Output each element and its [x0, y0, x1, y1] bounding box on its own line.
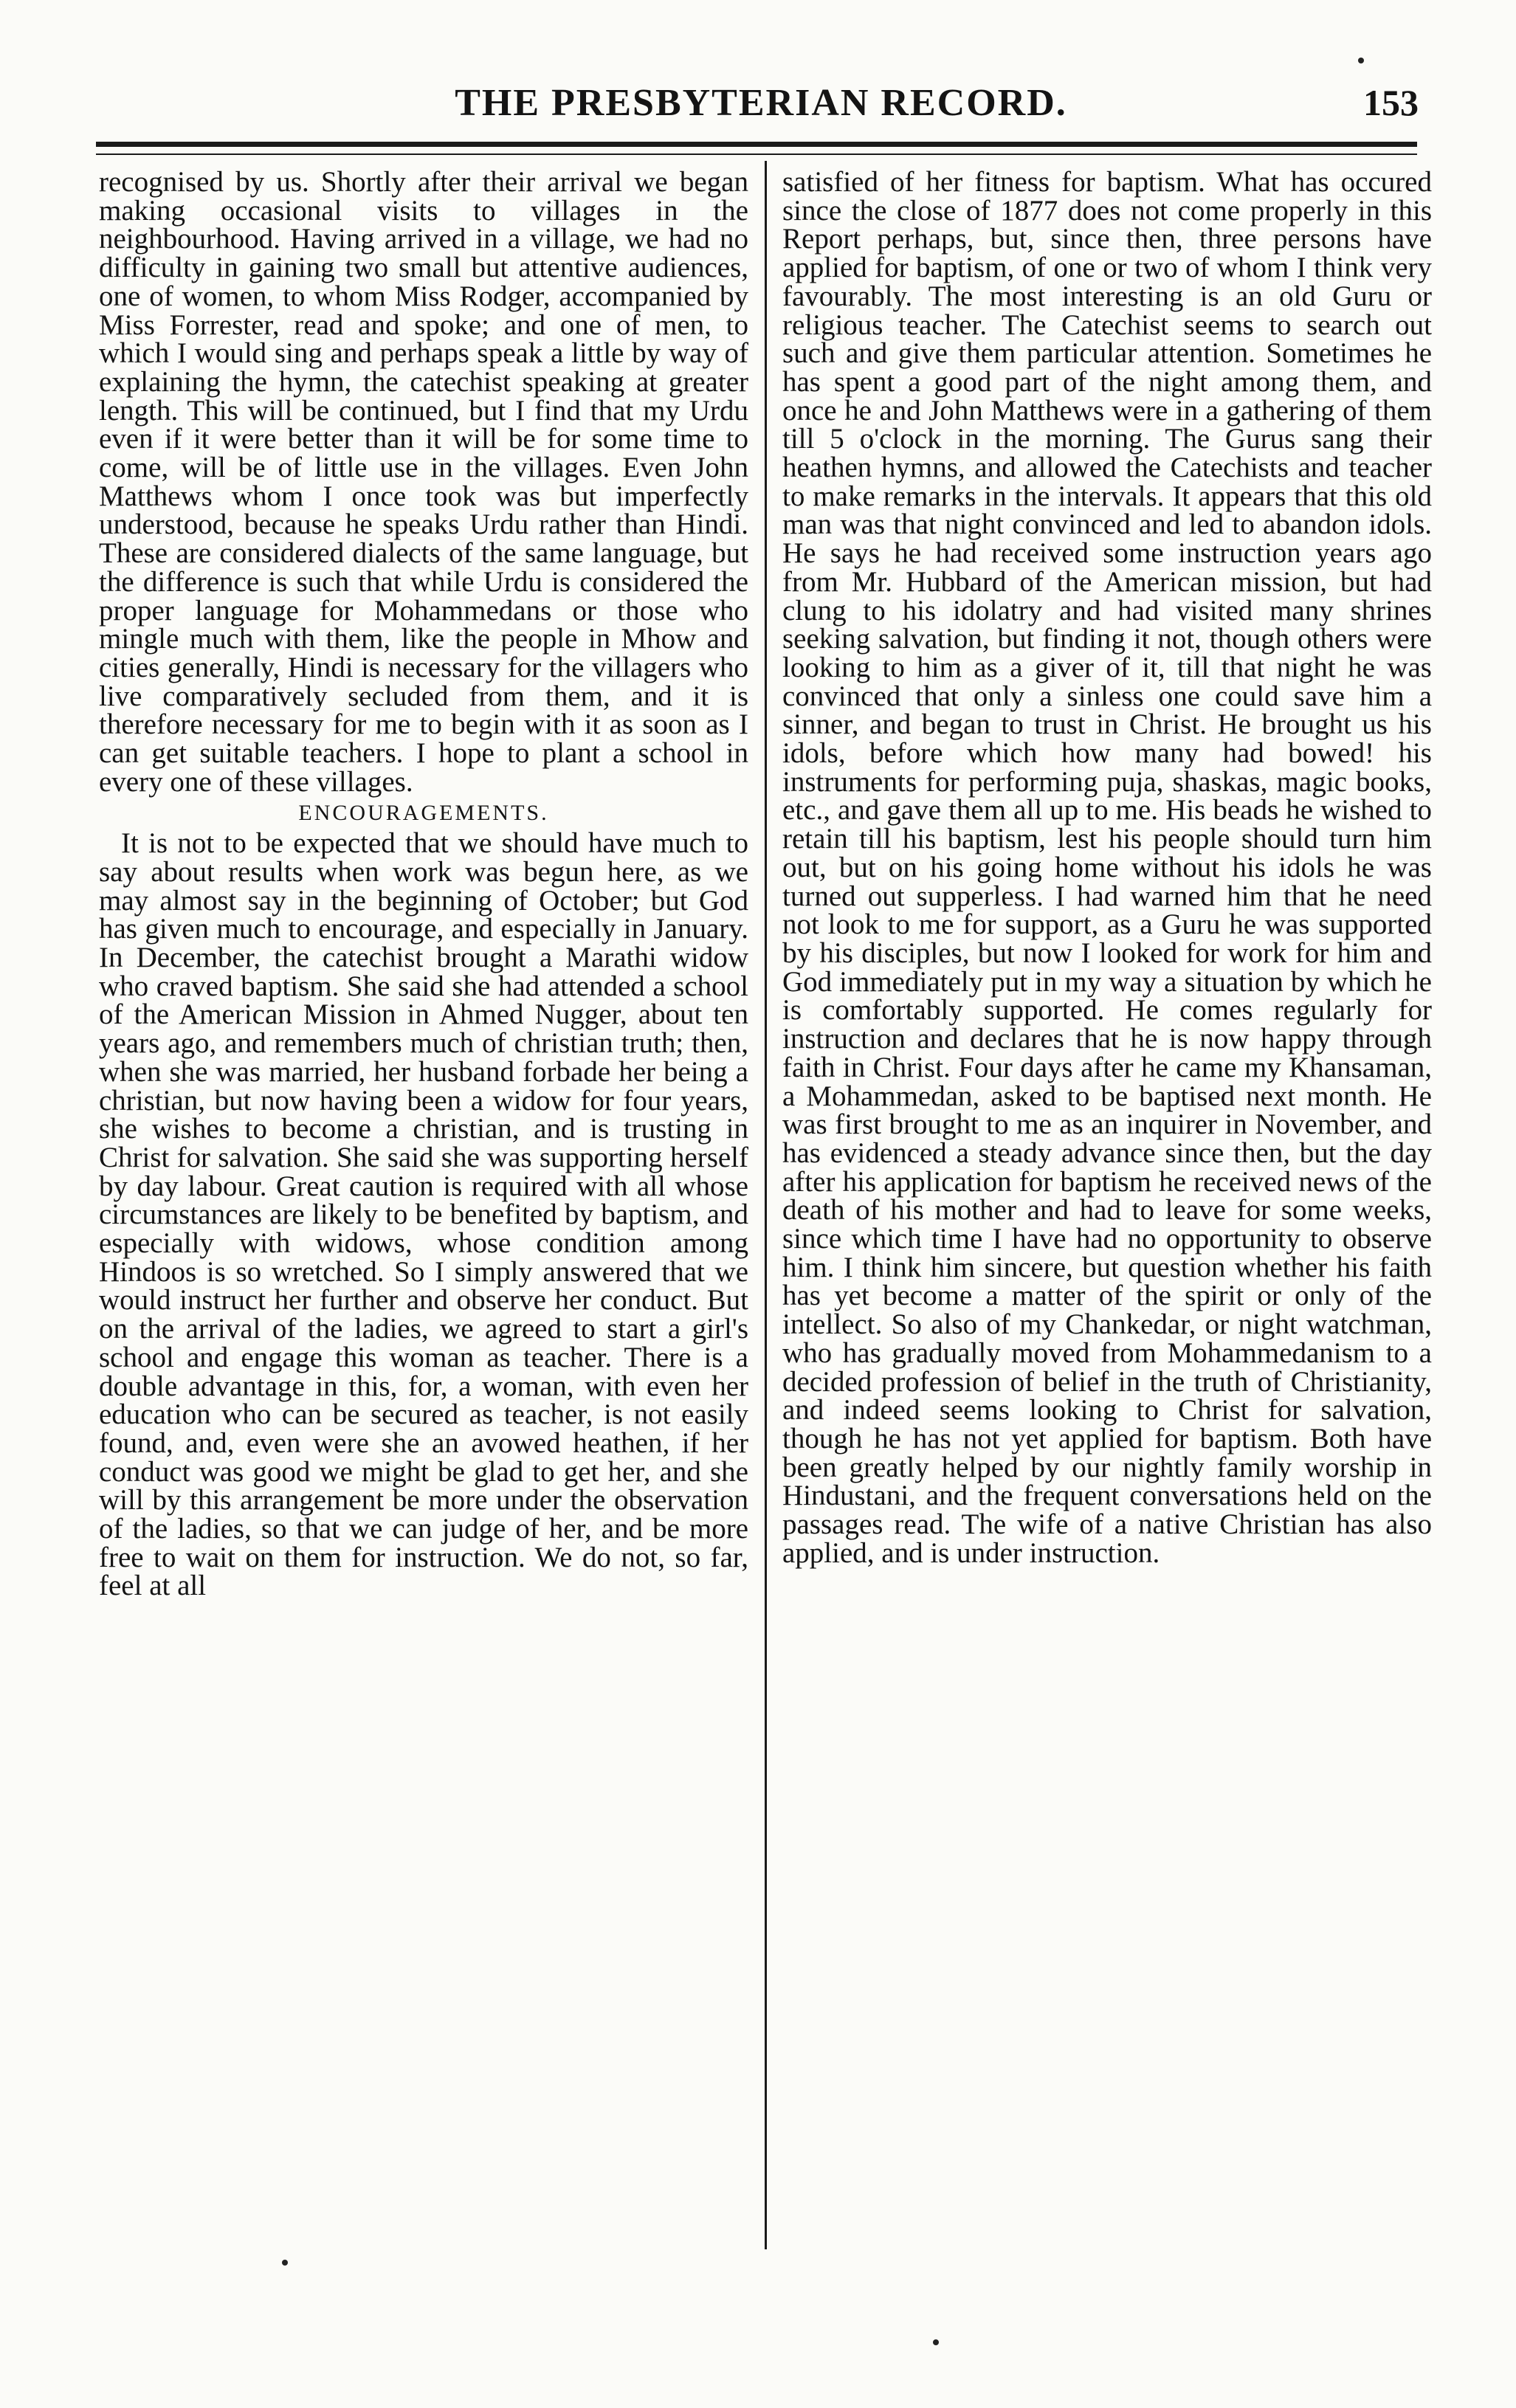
print-speck — [282, 2260, 288, 2266]
left-paragraph-1: recognised by us. Shortly after their arrival we began making occasional visits to villages in the neighbourhood. Having arrived in a village, we had no difficulty in gaining two small but attentive audiences, one of women, to whom Miss Rodger, accompanied by Miss Forrester, read and spoke; and one of men, to which I would sing and perhaps speak a little by way of explaining the hymn, the catechist speaking at greater length. This will be continued, but I find that my Urdu even if it were better than it will be for some time to come, will be of little use in the villages. Even John Matthews whom I once took was but imperfectly understood, because he speaks Urdu rather than Hindi. These are considered dialects of the same language, but the difference is such that while Urdu is considered the proper language for Mohammedans or those who mingle much with them, like the people in Mhow and cities generally, Hindi is necessary for the villagers who live comparatively secluded from them, and it is therefore necessary for me to begin with it as soon as I can get suitable teachers. I hope to plant a school in every one of these villages. — [99, 166, 748, 798]
header-rule-thin — [96, 153, 1417, 155]
column-divider — [765, 161, 767, 2249]
right-column — [782, 168, 1432, 1567]
left-column — [99, 168, 748, 1601]
running-title: THE PRESBYTERIAN RECORD. — [455, 82, 1067, 124]
print-speck — [1358, 58, 1364, 63]
page-number: 153 — [1363, 82, 1419, 123]
section-heading: ENCOURAGEMENTS. — [298, 801, 549, 826]
print-speck — [933, 2339, 939, 2345]
header-rule-thick — [96, 142, 1417, 147]
right-paragraph-1: satisfied of her fitness for baptism. What has occured since the close of 1877 does not come properly in this Report perhaps, but, since then, three persons have applied for baptism, of one or two of whom I think very favourably. The most interesting is an old Guru or religious teacher. The Catechist seems to search out such and give them particular attention. Sometimes he has spent a good part of the night among them, and once he and John Matthews were in a gathering of them till 5 o'clock in the morning. The Gurus sang their heathen hymns, and allowed the Catechists and teacher to make remarks in the intervals. It appears that this old man was that night convinced and led to abandon idols. He says he had received some instruction years ago from Mr. Hubbard of the American mission, but had clung to his idolatry and had visited many shrines seeking salvation, but finding it not, though others were looking to him as a giver of it, till that night he was convinced that only a sinless one could save him a sinner, and began to trust in Christ. He brought us his idols, before which how many had bowed! his instruments for performing puja, shaskas, magic books, etc., and gave them all up to me. His beads he wished to retain till his baptism, lest his people should turn him out, but on his going home without his idols he was turned out supperless. I had warned him that he need not look to me for support, as a Guru he was supported by his disciples, but now I looked for work for him and God immediately put in my way a situation by which he is comfortably supported. He comes regularly for instruction and declares that he is now happy through faith in Christ. Four days after he came my Khansaman, a Mohammedan, asked to be baptised next month. He was first brought to me as an inquirer in November, and has evidenced a steady advance since then, but the day after his application for baptism he received news of the death of his mother and had to leave for some weeks, since which time I have had no opportunity to observe him. I think him sincere, but question whether his faith has yet become a matter of the spirit or only of the intellect. So also of my Chankedar, or night watchman, who has gradually moved from Mohammedanism to a decided profession of belief in the truth of Christianity, and indeed seems looking to Christ for salvation, though he has not yet applied for baptism. Both have been greatly helped by our nightly family worship in Hindustani, and the frequent conversations held on the passages read. The wife of a native Christian has also applied, and is under instruction. — [782, 166, 1432, 1569]
page-header — [103, 68, 1419, 134]
left-paragraph-2: It is not to be expected that we should have much to say about results when work was begun here, as we may almost say in the beginning of October; but God has given much to encourage, and especially in January. In December, the catechist brought a Marathi widow who craved baptism. She said she had attended a school of the American Mission in Ahmed Nugger, about ten years ago, and remembers much of christian truth; then, when she was married, her husband forbade her being a christian, but now having been a widow for four years, she wishes to become a christian, and is trusting in Christ for salvation. She said she was supporting herself by day labour. Great caution is required with all whose circumstances are likely to be benefited by baptism, and especially with widows, whose condition among Hindoos is so wretched. So I simply answered that we would instruct her further and observe her conduct. But on the arrival of the ladies, we agreed to start a girl's school and engage this woman as teacher. There is a double advantage in this, for, a woman, with even her education who can be secured as teacher, is not easily found, and, even were she an avowed heathen, if her conduct was good we might be glad to get her, and she will by this arrangement be more under the observation of the ladies, so that we can judge of her, and be more free to wait on them for instruction. We do not, so far, feel at all — [99, 827, 748, 1602]
